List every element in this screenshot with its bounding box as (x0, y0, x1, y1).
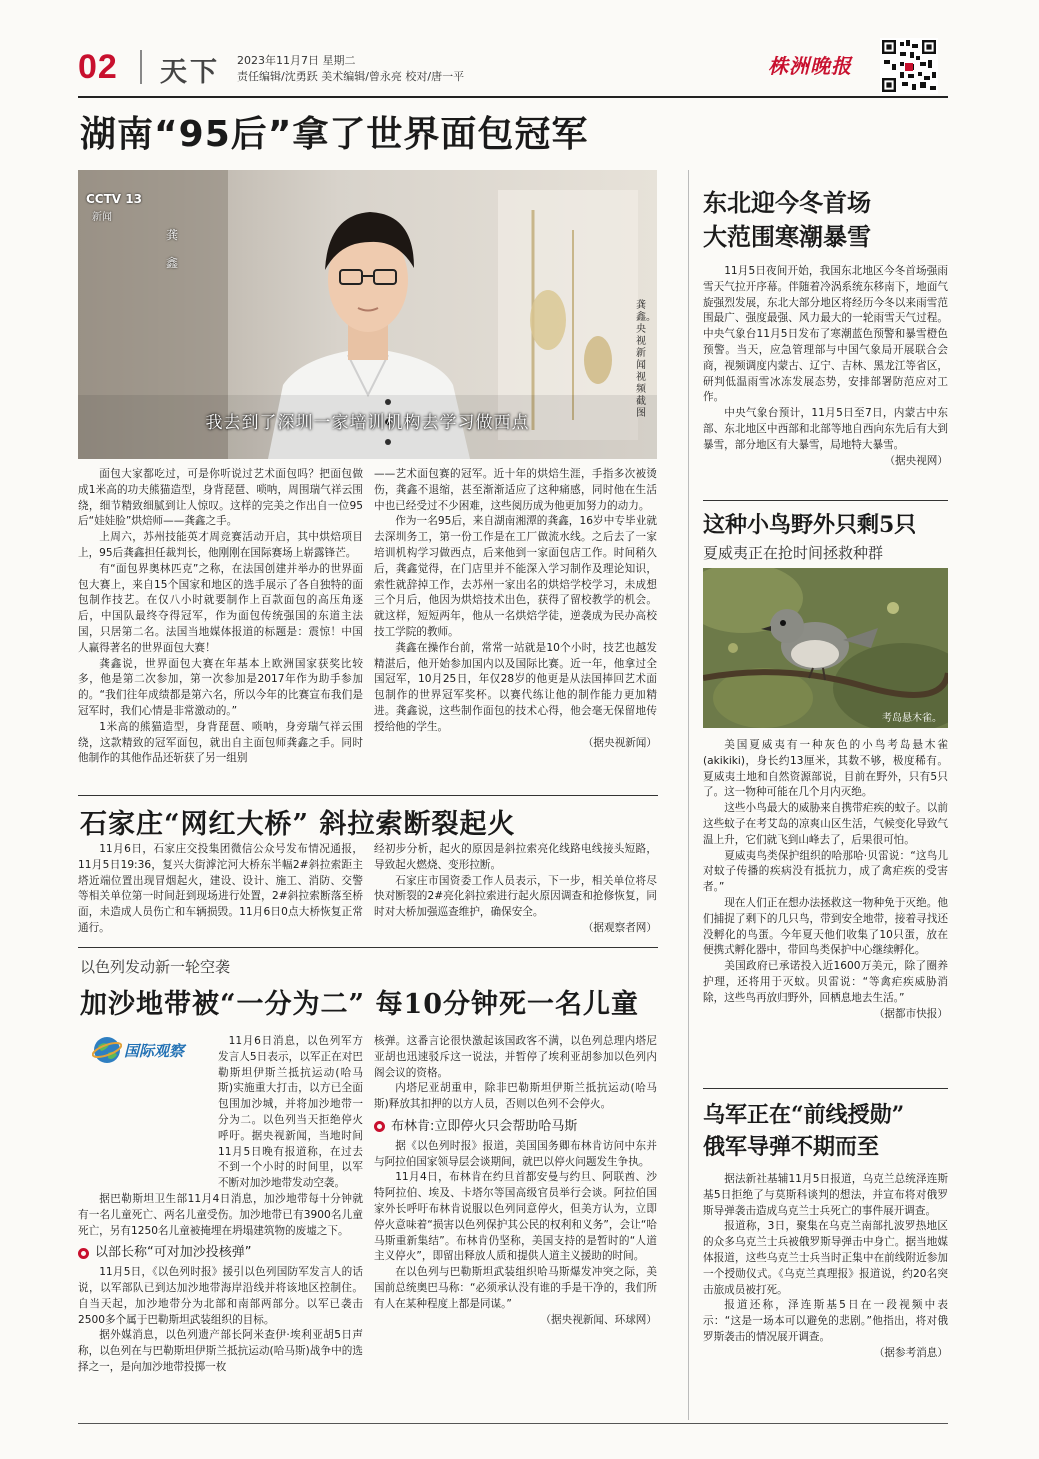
bullet-title: 以部长称“可对加沙投核弹” (95, 1245, 252, 1261)
ukraine-body (703, 1172, 948, 1362)
newspaper-logo: 株洲晚报 (768, 54, 852, 78)
main-story-col-1 (78, 467, 363, 767)
section-title: 天下 (160, 57, 220, 88)
paragraph: 作为一名95后，来自湖南湘潭的龚鑫，16岁中专毕业就去深圳务工，第一份工作是在工厂做流水线。之后去了一家培训机构学习做西点，后来他到一家面包店工作。时间稍久后，龚鑫觉得，在门店里并不能深入学习制作及理论知识，索性就辞掉工作，去苏州一家出名的烘焙学校学习，未成想三个月后，他因为烘焙技术出色，获得了留校教学的机会。就这样，短短两年，他从一名烘焙学徒，逆袭成为民办高校技工学院的教师。 (374, 515, 657, 638)
paragraph: 夏威夷鸟类保护组织的哈那哈·贝雷说：“这鸟儿对蚊子传播的疾病没有抵抗力，成了禽疟疾的受害者。” (703, 849, 948, 894)
paragraph: 这些小鸟最大的威胁来自携带疟疾的蚊子。以前这些蚊子在考艾岛的凉爽山区生活，气候变化导致气温上升，它们就飞到山峰去了，后果很可怕。 (703, 802, 948, 846)
main-photo-caption: 龚鑫。央视新闻视频截图 (636, 300, 656, 419)
bridge-col-2 (374, 842, 657, 937)
paragraph: 11月5日夜间开始，我国东北地区今冬首场强雨雪天气拉开序幕。伴随着冷涡系统东移南下，地面气旋强烈发展，东北大部分地区将经历今冬以来雨雪范围最广、强度最强、风力最大的一轮雨雪天气过程。中央气象台11月5日发布了寒潮蓝色预警和暴雪橙色预警。当天，应急管理部与中国气象局开展联合会商，视频调度内蒙古、辽宁、吉林、黑龙江等省区，研判低温雨雪冰冻发展态势，安排部署防范应对工作。 (703, 265, 948, 404)
ukraine-headline-2: 俄军导弹不期而至 (703, 1134, 880, 1160)
main-photo (78, 170, 657, 459)
gaza-col-1 (78, 1034, 363, 1376)
badge-label: 国际观察 (124, 1042, 185, 1060)
source-credit: （据参考消息） (873, 1346, 948, 1359)
name-tag-1: 龚 (166, 228, 179, 242)
page-number: 02 (78, 48, 118, 86)
ukraine-headline-1: 乌军正在“前线授勋” (703, 1102, 905, 1128)
paragraph: 中央气象台预计，11月5日至7日，内蒙古中东部、东北地区中西部和北部等地自西向东先后有大到暴雪，部分地区有大暴雪，局地特大暴雪。 (703, 407, 948, 451)
paragraph: 石家庄市国资委工作人员表示，下一步，相关单位将尽快对断裂的2#亮化斜拉索进行起火原因调查和抢修恢复，同时对大桥加强巡查维护，确保安全。 (374, 874, 657, 919)
paragraph: 11月4日，布林肯在约旦首都安曼与约旦、阿联酋、沙特阿拉伯、埃及、卡塔尔等国高级官员举行会谈。阿拉伯国家外长呼吁布林肯说服以色列同意停火，但美方认为，立即停火意味着“损害以色列保护其公民的权利和义务”，会让“哈马斯重新集结”。布林肯仍坚称，美国支持的是暂时的“人道主义停火”，即留出释放人质和提供人道主义援助的时间。 (374, 1171, 657, 1263)
paragraph: 11月6日，石家庄交投集团微信公众号发布情况通报，11月5日19:36，复兴大街滹沱河大桥东半幅2#斜拉索距主塔近端位置出现冒烟起火，建设、设计、施工、消防、交警等相关单位第一时间赶到现场进行处置，2#斜拉索断落至桥面，未造成人员伤亡和车辆损毁。11月6日0点大桥恢复正常通行。 (78, 843, 363, 934)
paragraph: 上周六，苏州技能英才周竞赛活动开启，其中烘焙项目上，95后龚鑫担任裁判长，他刚刚在国际赛场上崭露锋芒。 (78, 531, 363, 559)
cold-body (703, 264, 948, 469)
bird-subhead: 夏威夷正在抢时间拯救种群 (703, 544, 884, 562)
paragraph: 美国夏威夷有一种灰色的小鸟考岛悬木雀(akikiki)，身长约13厘米，其数不够，极度稀有。夏威夷土地和自然资源部说，目前在野外，只有5只了。这一物种可能在几个月内灭绝。 (703, 739, 948, 799)
bullet-title: 布林肯:立即停火只会帮助哈马斯 (391, 1118, 578, 1134)
paragraph: 据法新社基辅11月5日报道，乌克兰总统泽连斯基5日拒绝了与莫斯科谈判的想法，并宣布将对俄罗斯导弹袭击造成乌克兰士兵死亡的事件展开调查。 (703, 1173, 948, 1217)
paragraph: 报道还称，泽连斯基5日在一段视频中表示：“这是一场本可以避免的悲剧。”他指出，将对俄罗斯袭击的情况展开调查。 (703, 1299, 948, 1343)
bridge-col-1 (78, 842, 363, 937)
bird-headline: 这种小鸟野外只剩5只 (703, 512, 917, 538)
date-line: 2023年11月7日 星期二 (237, 54, 356, 67)
gaza-headline: 加沙地带被“一分为二” 每10分钟死一名儿童 (80, 989, 640, 1020)
bird-illustration (703, 568, 948, 728)
gaza-bullet-1 (78, 1245, 363, 1261)
tv-channel-logo: CCTV 13 (86, 192, 142, 206)
bird-photo (703, 568, 948, 728)
header-divider (140, 50, 142, 84)
cold-headline-2: 大范围寒潮暴雪 (703, 222, 871, 251)
section-rule (78, 795, 658, 796)
source-credit: （据央视新闻、环球网） (540, 1313, 657, 1326)
paragraph: 内塔尼亚胡重申，除非巴勒斯坦伊斯兰抵抗运动(哈马斯)释放其扣押的以方人员，否则以色列不会停火。 (374, 1082, 657, 1111)
bird-body (703, 738, 948, 1022)
main-story-col-2 (374, 467, 657, 751)
paragraph: 据巴勒斯坦卫生部11月4日消息，加沙地带每十分钟就有一名儿童死亡、两名儿童受伤。加沙地带已有3900名儿童死亡，另有1250名儿童被掩埋在坍塌建筑物的废墟之下。 (78, 1192, 363, 1237)
header-rule (78, 96, 948, 98)
source-credit: （据央视新闻） (582, 736, 657, 749)
paragraph: ——艺术面包赛的冠军。近十年的烘焙生涯，手指多次被烫伤，龚鑫不退缩，甚至渐渐适应了这种痛感，同时他在生活中也已经受过不少困难，这些阅历成为他更加努力的动力。 (374, 468, 657, 512)
paragraph: 有“面包界奥林匹克”之称，在法国创建并举办的世界面包大赛上，来自15个国家和地区的选手展示了各自独特的面包制作技艺。在仅八小时就要制作上百款面包的高压角逐后，中国队最终夺得冠军，作为面包传统强国的东道主法国，只居第二名。法国当地媒体报道的标题是：震惊！中国人赢得著名的世界面包大赛！ (78, 562, 363, 654)
source-credit: （据央视网） (884, 454, 948, 467)
editors-line: 责任编辑/沈勇跃 美术编辑/曾永亮 校对/唐一平 (237, 70, 465, 83)
paragraph: 据外媒消息，以色列遗产部长阿米查伊·埃利亚胡5日声称，以色列在与巴勒斯坦伊斯兰抵抗运动(哈马斯)战争中的选择之一，是向加沙地带投掷一枚 (78, 1329, 363, 1373)
gaza-kicker: 以色列发动新一轮空袭 (80, 958, 231, 976)
paragraph: 11月6日消息，以色列军方发言人5日表示，以军正在对巴勒斯坦伊斯兰抵抗运动(哈马斯)实施重大打击，以方已全面包围加沙城，并将加沙地带一分为二。以色列当天拒绝停火呼吁。据央视新闻，当地时间11月5日晚有报道称，在过去不到一个小时的时间里，以军不断对加沙地带发动空袭。 (218, 1035, 363, 1190)
source-credit: （据观察者网） (582, 921, 657, 934)
qr-code-icon (880, 38, 938, 94)
paragraph: 报道称，3日，聚集在乌克兰南部扎波罗热地区的众多乌克兰士兵被俄罗斯导弹击中身亡。据当地媒体报道，这些乌克兰士兵当时正集中在前线附近参加一个授勋仪式。《乌克兰真理报》报道说，约20名突击旅成员被打死。 (703, 1220, 948, 1296)
bird-photo-caption: 考岛悬木雀。 (882, 713, 942, 724)
bullet-icon (374, 1121, 385, 1132)
paragraph: 龚鑫在操作台前，常常一站就是10个小时，技艺也越发精湛后，他开始参加国内以及国际比赛。近一年，他拿过全国冠军，10月25日，年仅28岁的他更是从法国捧回艺术面包制作的世界冠军奖杯。以赛代练让他的制作能力更加精进。龚鑫说，这些制作面包的技术心得，他会毫无保留地传授给他的学生。 (374, 641, 657, 733)
paragraph: 面包大家都吃过，可是你听说过艺术面包吗？把面包做成1米高的功夫熊猫造型，身背琵琶、唢呐，周围瑞气祥云围绕，细节精致细腻到让人惊叹。这样的完美之作出自一位95后“娃娃脸”烘焙师——龚鑫之手。 (78, 468, 363, 528)
video-subtitle: 我去到了深圳一家培训机构去学习做西点 (205, 413, 530, 433)
paragraph: 核弹。这番言论很快激起该国政客不满，以色列总理内塔尼亚胡也迅速驳斥这一说法，并暂停了埃利亚胡参加以色列内阁会议的资格。 (374, 1035, 657, 1079)
paragraph: 11月5日，《以色列时报》援引以色列国防军发言人的话说，以军部队已到达加沙地带海岸沿线并将该地区控制住。自当天起，加沙地带分为北部和南部两部分。以军已袭击2500多个属于巴勒斯坦武装组织的目标。 (78, 1266, 363, 1326)
paragraph: 据《以色列时报》报道，美国国务卿布林肯访问中东并与阿拉伯国家领导层会谈期间，就巴以停火问题发生争执。 (374, 1139, 657, 1168)
paragraph: 龚鑫说，世界面包大赛在年基本上欧洲国家获奖比较多，他是第二次参加，第一次参加是2017年作为助手参加的。“我们往年成绩都是第六名，所以今年的比赛宣布我们是冠军时，我们心情是非常激动的。” (78, 657, 363, 717)
gaza-bullet-2 (374, 1119, 657, 1135)
paragraph: 美国政府已承诺投入近1600万美元，除了圈养护理，还将用于灭蚊。贝雷说：“等禽疟疾威胁消除，这些鸟再放归野外，回栖息地去生活。” (703, 960, 948, 1004)
section-rule (703, 500, 948, 501)
tv-channel-sub: 新闻 (92, 212, 112, 223)
bullet-icon (78, 1248, 89, 1259)
column-divider (688, 170, 689, 1420)
cold-headline-1: 东北迎今冬首场 (703, 188, 871, 217)
paragraph: 1米高的熊猫造型，身背琵琶、唢呐，身旁瑞气祥云围绕，这款精致的冠军面包，就出自主面包师龚鑫之手。同时他制作的其他作品还斩获了另一组别 (78, 720, 363, 765)
section-rule (78, 947, 658, 948)
source-credit: （据都市快报） (873, 1007, 948, 1020)
gaza-col-2 (374, 1034, 657, 1328)
footer-rule (78, 1423, 948, 1424)
section-rule (703, 1088, 948, 1089)
name-tag-2: 鑫 (166, 256, 179, 270)
paragraph: 经初步分析，起火的原因是斜拉索亮化线路电线接头短路，导致起火燃烧、变形拉断。 (374, 843, 657, 871)
main-headline: 湖南“95后”拿了世界面包冠军 (80, 114, 589, 155)
bridge-headline: 石家庄“网红大桥” 斜拉索断裂起火 (80, 809, 516, 840)
paragraph: 现在人们正在想办法拯救这一物种免于灭绝。他们捕捉了剩下的几只鸟，带到安全地带，接着寻找还没孵化的鸟蛋。今年夏天他们收集了10只蛋，放在便携式孵化器中，带回鸟类保护中心继续孵化。 (703, 896, 948, 957)
paragraph: 在以色列与巴勒斯坦武装组织哈马斯爆发冲突之际，美国前总统奥巴马称：“必须承认没有谁的手是干净的，我们所有人在某种程度上都是同谋。” (374, 1266, 657, 1310)
